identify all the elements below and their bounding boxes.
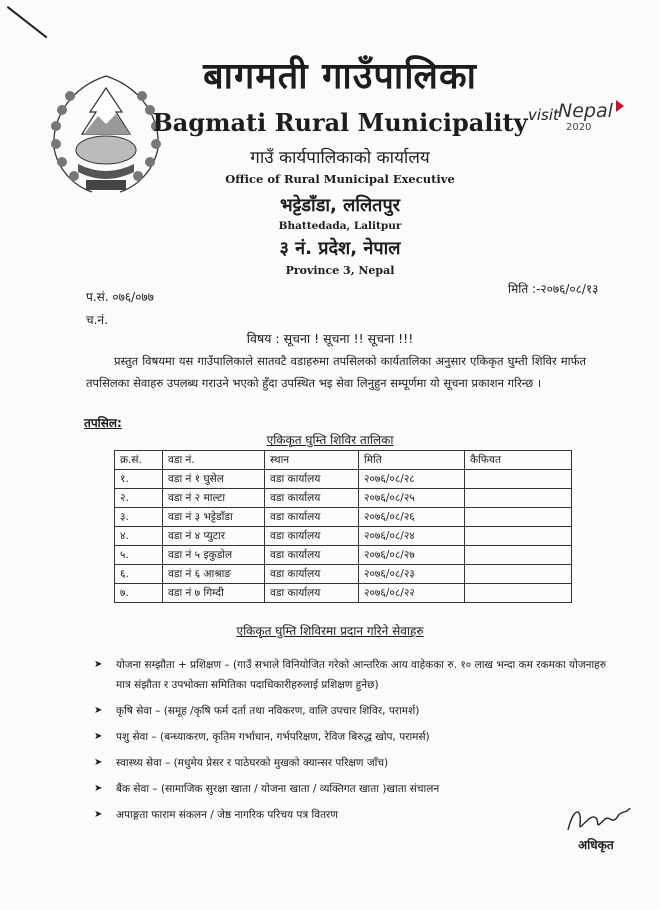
arrow-bullet-icon: ➤: [94, 731, 103, 742]
table-cell: [465, 508, 572, 527]
table-cell: वडा नं ७ गिम्दी: [163, 584, 265, 603]
place-np: भट्टेडाँडा, ललितपुर: [279, 195, 401, 216]
table-cell: वडा नं २ माल्टा: [163, 489, 265, 508]
table-cell: वडा कार्यालय: [265, 470, 359, 489]
table-cell: [465, 470, 572, 489]
flag-icon: [616, 100, 624, 112]
reference-number: प.सं. ०७६/०७७: [86, 290, 154, 304]
officer-signature: [560, 800, 640, 860]
service-text: बैंक सेवा – (सामाजिक सुरक्षा खाता / योजना खाता / व्यक्तिगत खाता )खाता संचालन: [116, 783, 440, 795]
corner-pen-mark: [7, 6, 48, 38]
column-header: कैफियत: [465, 451, 572, 470]
table-cell: वडा कार्यालय: [265, 508, 359, 527]
table-cell: ५.: [115, 546, 163, 565]
signature-scribble-icon: [560, 800, 640, 840]
table-row: [115, 508, 572, 527]
list-item: [94, 779, 614, 799]
visit-nepal-logo: [528, 98, 638, 138]
service-text: कृषि सेवा – (समूह /कृषि फर्म दर्ता तथा नविकरण, वालि उपचार शिविर, परामर्श): [116, 705, 420, 717]
signatory-title: अधिकृत: [578, 838, 614, 852]
list-item: [94, 805, 614, 825]
column-header: मिति: [359, 451, 465, 470]
table-row: [115, 546, 572, 565]
table-cell: [465, 489, 572, 508]
table-row: [115, 489, 572, 508]
table-cell: वडा कार्यालय: [265, 584, 359, 603]
table-row: [115, 527, 572, 546]
list-item: [94, 753, 614, 773]
schedule-caption: एकिकृत घुम्ति शिविर तालिका: [266, 433, 394, 447]
table-cell: २.: [115, 489, 163, 508]
table-cell: वडा कार्यालय: [265, 546, 359, 565]
table-cell: ७.: [115, 584, 163, 603]
list-item: [94, 655, 614, 695]
table-cell: वडा कार्यालय: [265, 565, 359, 584]
table-cell: [465, 565, 572, 584]
list-item: [94, 727, 614, 747]
arrow-bullet-icon: ➤: [94, 705, 103, 716]
service-text: पशु सेवा – (बन्ध्याकरण, कृतिम गर्भाधान, गर्भपरिक्षण, रेविज बिरुद्ध खोप, परामर्स): [116, 731, 430, 743]
service-text: अपाङ्गता फाराम संकलन / जेष्ठ नागरिक परिचय पत्र वितरण: [116, 809, 338, 821]
table-cell: २०७६/०८/२३: [359, 565, 465, 584]
table-cell: [465, 527, 572, 546]
table-cell: ६.: [115, 565, 163, 584]
place-en: Bhattedada, Lalitpur: [278, 220, 402, 232]
table-cell: वडा कार्यालय: [265, 489, 359, 508]
table-cell: ४.: [115, 527, 163, 546]
municipality-title-np: बागमती गाउँपालिका: [203, 56, 477, 97]
arrow-bullet-icon: ➤: [94, 809, 103, 820]
table-cell: २०७६/०८/२५: [359, 489, 465, 508]
arrow-bullet-icon: ➤: [94, 783, 103, 794]
visit-year: 2020: [566, 122, 592, 133]
table-cell: २०७६/०८/२८: [359, 470, 465, 489]
table-header-row: [115, 451, 572, 470]
table-cell: वडा कार्यालय: [265, 527, 359, 546]
table-cell: २०७६/०८/२४: [359, 527, 465, 546]
table-row: [115, 565, 572, 584]
table-cell: [465, 546, 572, 565]
table-row: [115, 584, 572, 603]
table-row: [115, 470, 572, 489]
column-header: वडा नं.: [163, 451, 265, 470]
service-text: योजना सम्झौता + प्रशिक्षण – (गाउँ सभाले विनियोजित गरेको आन्तरिक आय वाहेकका रु. १० लाख भन्दा कम रकमका योजनाहरु मात्र संझौता र उपभोक्ता समितिका पदाधिकारीहरुलाई प्रशिक्षण हुनेछ): [116, 659, 607, 691]
notice-body: प्रस्तुत विषयमा यस गाउँपालिकाले सातवटै वडाहरुमा तपसिलको कार्यतालिका अनुसार एकिकृत घुम्ती शिविर मार्फत तपसिलका सेवाहरु उपलब्ध गराउने भएको हुँदा उपस्थित भइ सेवा लिनुहुन सम्पूर्णमा यो सूचना प्रकाशन गरिन्छ ।: [86, 354, 586, 390]
visit-word: visit: [528, 106, 559, 124]
province-en: Province 3, Nepal: [285, 264, 395, 277]
subject-line: विषय : सूचना ! सूचना !! सूचना !!!: [246, 331, 414, 346]
municipality-title-en: Bagmati Rural Municipality: [152, 108, 528, 137]
letter-date: मिति :-२०७६/०८/१३: [508, 282, 599, 296]
service-text: स्वास्थ्य सेवा – (मधुमेय प्रेसर र पाठेघरको मुखको क्यान्सर परिक्षण जाँच): [116, 757, 389, 769]
table-cell: वडा नं ५ इकुडोल: [163, 546, 265, 565]
table-cell: वडा नं ४ प्युटार: [163, 527, 265, 546]
table-cell: [465, 584, 572, 603]
services-list: [94, 655, 614, 831]
list-item: [94, 701, 614, 721]
schedule-table: [114, 450, 572, 603]
column-header: क्र.सं.: [115, 451, 163, 470]
table-cell: वडा नं १ घुसेल: [163, 470, 265, 489]
office-title-np: गाउँ कार्यपालिकाको कार्यालय: [250, 148, 430, 168]
table-cell: वडा नं ६ आश्राङ: [163, 565, 265, 584]
table-cell: वडा नं ३ भट्टेडाँडा: [163, 508, 265, 527]
arrow-bullet-icon: ➤: [94, 659, 103, 670]
tapsil-label: तपसिल:: [84, 416, 122, 430]
table-cell: ३.: [115, 508, 163, 527]
table-cell: २०७६/०८/२७: [359, 546, 465, 565]
province-np: ३ नं. प्रदेश, नेपाल: [279, 238, 401, 259]
table-cell: १.: [115, 470, 163, 489]
office-title-en: Office of Rural Municipal Executive: [225, 172, 455, 186]
table-cell: २०७६/०८/२२: [359, 584, 465, 603]
dispatch-number: च.नं.: [86, 313, 108, 327]
arrow-bullet-icon: ➤: [94, 757, 103, 768]
column-header: स्थान: [265, 451, 359, 470]
services-caption: एकिकृत घुम्ति शिविरमा प्रदान गरिने सेवाहरु: [236, 624, 424, 638]
table-cell: २०७६/०८/२६: [359, 508, 465, 527]
nepal-word: Nepal: [558, 100, 613, 122]
